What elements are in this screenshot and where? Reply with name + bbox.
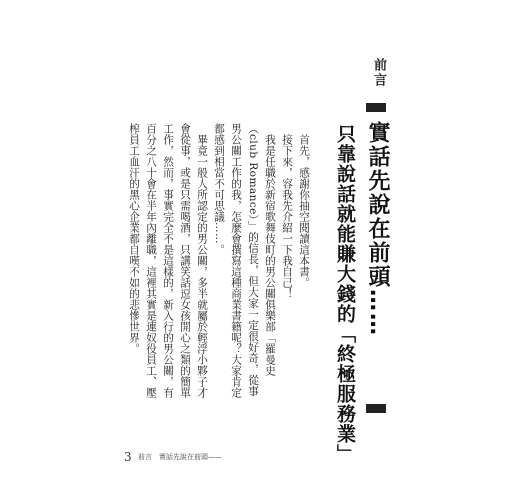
chapter-title: 實話先說在前頭…… xyxy=(365,121,390,337)
paragraph: 畢竟一般人所認定的男公關，多半就屬於輕浮小夥子才會從事，或是只需喝酒，只講笑話逗女孩開心之類的簡單工作，然而，事實完全不是這樣的，新入行的男公關，有百分之八十會在半年內離職，這裡其實是連奴役員工、壓榨員工血汗的黑心企業都自嘆不如的悲慘世界。 xyxy=(128,123,208,398)
body-text xyxy=(125,123,312,398)
running-head: 前言 實話先說在前頭—— xyxy=(138,453,222,461)
paragraph: 接下來，容我先介紹一下我自己！ xyxy=(281,133,293,299)
paragraph: 我是任職於新宿歌舞伎町的男公關俱樂部「羅曼史（club Romance）」的信長，但大家一定很好奇，從事男公關工作的我，怎麼會撰寫這種商業書籍呢？大家肯定都感到相當不可思議……。 xyxy=(213,123,276,398)
page-number: 3 xyxy=(124,450,132,464)
chapter-subtitle: 只靠說話就能賺大錢的「終極服務業」 xyxy=(334,124,356,464)
top-rule-bar xyxy=(366,103,386,112)
bottom-rule-bar xyxy=(366,404,386,413)
section-tab: 前言 xyxy=(371,58,386,88)
paragraph: 首先，感謝你抽空閱讀這本書。 xyxy=(298,133,310,288)
